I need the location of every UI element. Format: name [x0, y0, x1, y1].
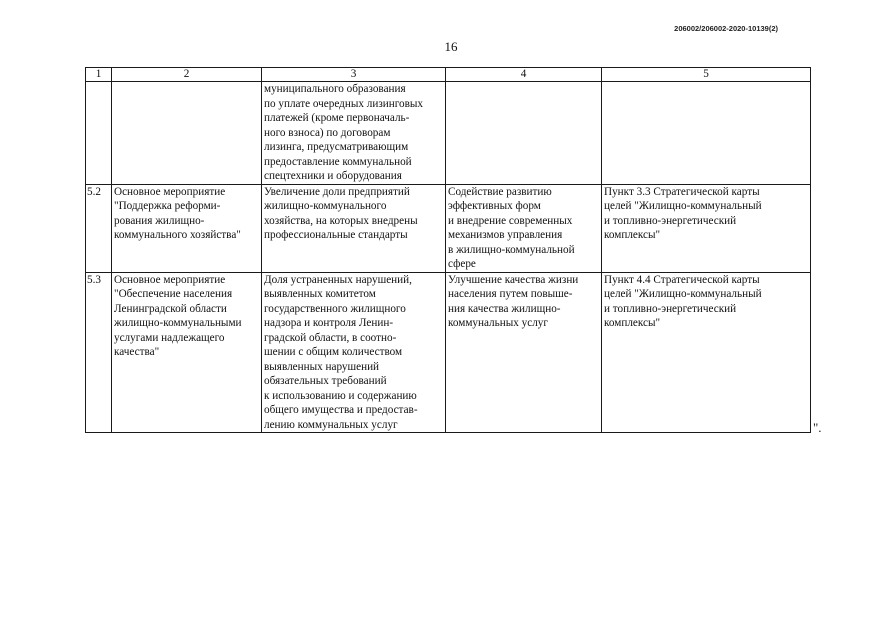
cell-text-line: и топливно-энергетический [604, 214, 737, 227]
table-header-row [86, 68, 811, 82]
cell-text-line: Улучшение качества жизни [448, 273, 579, 286]
cell-text-line: Увеличение доли предприятий [264, 185, 410, 198]
cell-text-line: Пункт 4.4 Стратегической карты [604, 273, 760, 286]
cell-text-line: ного взноса) по договорам [264, 126, 391, 139]
cell-text-line: государственного жилищного [264, 302, 406, 315]
cell-text-line: градской области, в соотно- [264, 331, 397, 344]
cell-text-line: рования жилищно- [114, 214, 205, 227]
strategy-reference-cell [602, 184, 811, 272]
cell-text-line: эффективных форм [448, 200, 541, 212]
page-number: 16 [444, 39, 458, 54]
document-id: 206002/206002-2020-10139(2) [674, 24, 778, 33]
cell-text-line: профессиональные стандарты [264, 229, 408, 241]
item-number-cell [86, 82, 112, 185]
cell-text-line: надзора и контроля Ленин- [264, 317, 394, 329]
cell-text-line: "Поддержка реформи- [114, 200, 221, 212]
item-number-cell: 5.3 [86, 272, 112, 433]
cell-text-line: Основное мероприятие [114, 273, 226, 286]
cell-text-line: в жилищно-коммунальной [448, 243, 575, 256]
table-row [86, 272, 811, 433]
cell-text-line: выявленных комитетом [264, 288, 376, 300]
cell-text-line: хозяйства, на которых внедрены [264, 214, 418, 227]
column-number-cell: 1 [86, 68, 112, 82]
goal-cell [446, 184, 602, 272]
column-number-cell: 2 [112, 68, 262, 82]
activity-cell [112, 272, 262, 433]
indicator-cell [262, 82, 446, 185]
cell-text-line: Ленинградской области [114, 302, 227, 315]
cell-text-line: ния качества жилищно- [448, 302, 561, 315]
cell-text-line: сфере [448, 258, 476, 270]
goal-cell [446, 82, 602, 185]
cell-text-line: предоставление коммунальной [264, 155, 412, 168]
cell-text-line: услугами надлежащего [114, 331, 225, 344]
cell-text-line: обязательных требований [264, 375, 387, 387]
cell-text-line: и топливно-энергетический [604, 302, 737, 315]
table-row [86, 82, 811, 185]
cell-text-line: общего имущества и предостав- [264, 404, 418, 416]
cell-text-line: комплексы" [604, 229, 661, 241]
cell-text-line: целей "Жилищно-коммунальный [604, 288, 762, 300]
cell-text-line: муниципального образования [264, 83, 406, 95]
cell-text-line: "Обеспечение населения [114, 288, 233, 300]
cell-text-line: платежей (кроме первоначаль- [264, 112, 410, 124]
cell-text-line: шении с общим количеством [264, 346, 403, 358]
cell-text-line: населения путем повыше- [448, 288, 573, 300]
column-number-cell: 5 [602, 68, 811, 82]
activity-cell [112, 82, 262, 185]
cell-text-line: жилищно-коммунальными [114, 317, 242, 329]
cell-text-line: Основное мероприятие [114, 185, 226, 198]
cell-text-line: по уплате очередных лизинговых [264, 97, 424, 110]
activity-cell [112, 184, 262, 272]
cell-text-line: жилищно-коммунального [264, 200, 387, 212]
cell-text-line: Пункт 3.3 Стратегической карты [604, 185, 760, 198]
table-row [86, 184, 811, 272]
cell-text-line: механизмов управления [448, 229, 563, 241]
strategy-reference-cell [602, 82, 811, 185]
cell-text-line: выявленных нарушений [264, 360, 380, 373]
cell-text-line: целей "Жилищно-коммунальный [604, 200, 762, 212]
strategy-reference-cell [602, 272, 811, 433]
closing-quote: ". [813, 420, 822, 435]
cell-text-line: и внедрение современных [448, 214, 573, 227]
cell-text-line: коммунальных услуг [448, 317, 548, 329]
column-number-cell: 4 [446, 68, 602, 82]
cell-text-line: Доля устраненных нарушений, [264, 273, 412, 286]
indicator-cell [262, 272, 446, 433]
cell-text-line: Содействие развитию [448, 185, 552, 198]
cell-text-line: комплексы" [604, 317, 661, 329]
cell-text-line: лизинга, предусматривающим [264, 141, 409, 153]
cell-text-line: коммунального хозяйства" [114, 229, 241, 241]
activities-table [85, 67, 811, 433]
indicator-cell [262, 184, 446, 272]
column-number-cell: 3 [262, 68, 446, 82]
cell-text-line: лению коммунальных услуг [264, 418, 398, 431]
goal-cell [446, 272, 602, 433]
item-number-cell: 5.2 [86, 184, 112, 272]
cell-text-line: спецтехники и оборудования [264, 170, 402, 182]
cell-text-line: качества" [114, 346, 160, 358]
cell-text-line: к использованию и содержанию [264, 389, 417, 402]
